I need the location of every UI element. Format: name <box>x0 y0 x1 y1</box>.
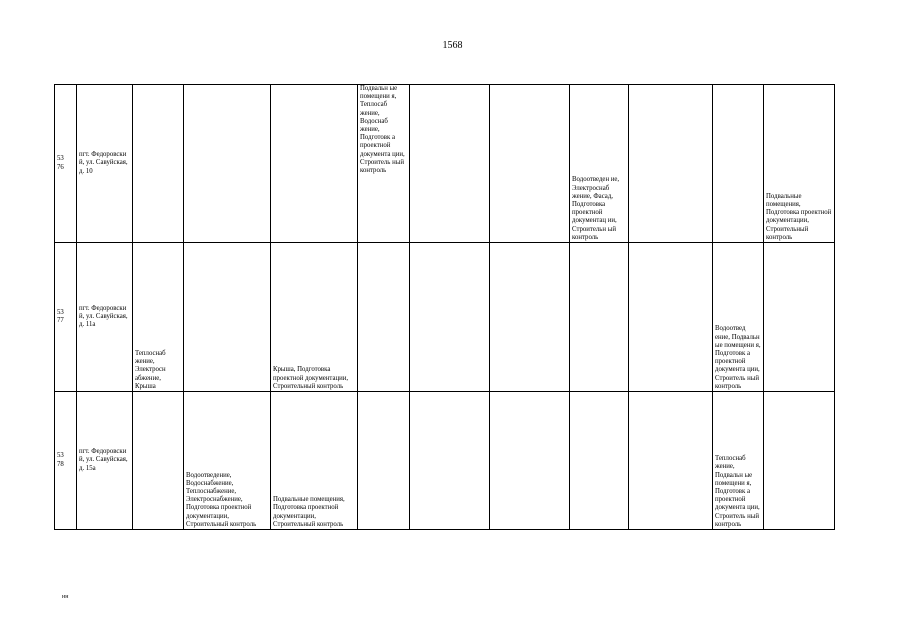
table-cell <box>133 392 184 530</box>
works-schedule-table <box>54 84 835 530</box>
table-cell: Теплоснаб жение, Электросн абжение, Крыша <box>133 243 184 392</box>
table-cell <box>570 243 629 392</box>
address-cell: пгт. Федоровски й, ул. Савуйская, д. 11а <box>77 243 133 392</box>
table-cell <box>629 392 713 530</box>
row-number-cell: 53 76 <box>55 85 77 243</box>
table-row <box>55 392 835 530</box>
table-cell <box>410 85 490 243</box>
table-cell <box>133 85 184 243</box>
table-row <box>55 85 835 243</box>
table-cell <box>713 85 764 243</box>
address-cell: пгт. Федоровски й, ул. Савуйская, д. 15а <box>77 392 133 530</box>
table-cell <box>764 243 835 392</box>
address-cell: пгт. Федоровски й, ул. Савуйская, д. 10 <box>77 85 133 243</box>
footer-mark: нн <box>62 594 69 600</box>
table-cell <box>271 85 358 243</box>
table-cell <box>490 243 570 392</box>
table-cell: Подвальн ые помещени я, Теплосаб жение, Водоснаб жение, Подготовк а проектной документа ции, Строитель ный контроль <box>358 85 410 243</box>
table-cell <box>629 85 713 243</box>
table-cell <box>764 392 835 530</box>
table-cell: Крыша, Подготовка проектной документации, Строительный контроль <box>271 243 358 392</box>
table-cell <box>184 85 271 243</box>
table-cell: Подвальные помещения, Подготовка проектной документации, Строительный контроль <box>271 392 358 530</box>
table-cell: Водоотведен ие, Электроснаб жение, Фасад, Подготовка проектной документац ии, Строительн ый контроль <box>570 85 629 243</box>
row-number-cell: 53 78 <box>55 392 77 530</box>
table-cell: Подвальные помещения, Подготовка проектной документации, Строительный контроль <box>764 85 835 243</box>
row-number-cell: 53 77 <box>55 243 77 392</box>
table-cell <box>184 243 271 392</box>
table-cell <box>358 243 410 392</box>
table-cell <box>629 243 713 392</box>
table-cell: Водоотведение, Водоснабжение, Теплоснабжение, Электроснабжение, Подготовка проектной документации, Строительный контроль <box>184 392 271 530</box>
page-number: 1568 <box>442 40 463 51</box>
table-cell <box>410 243 490 392</box>
table-cell <box>490 85 570 243</box>
table-cell <box>358 392 410 530</box>
table-cell: Водоотвед ение, Подвальн ые помещени я, Подготовк а проектной документа ции, Строитель ный контроль <box>713 243 764 392</box>
table-cell: Теплоснаб жение, Подвальн ые помещени я, Подготовк а проектной документа ции, Строитель ный контроль <box>713 392 764 530</box>
table-row <box>55 243 835 392</box>
table-cell <box>410 392 490 530</box>
table-cell <box>490 392 570 530</box>
table-cell <box>570 392 629 530</box>
